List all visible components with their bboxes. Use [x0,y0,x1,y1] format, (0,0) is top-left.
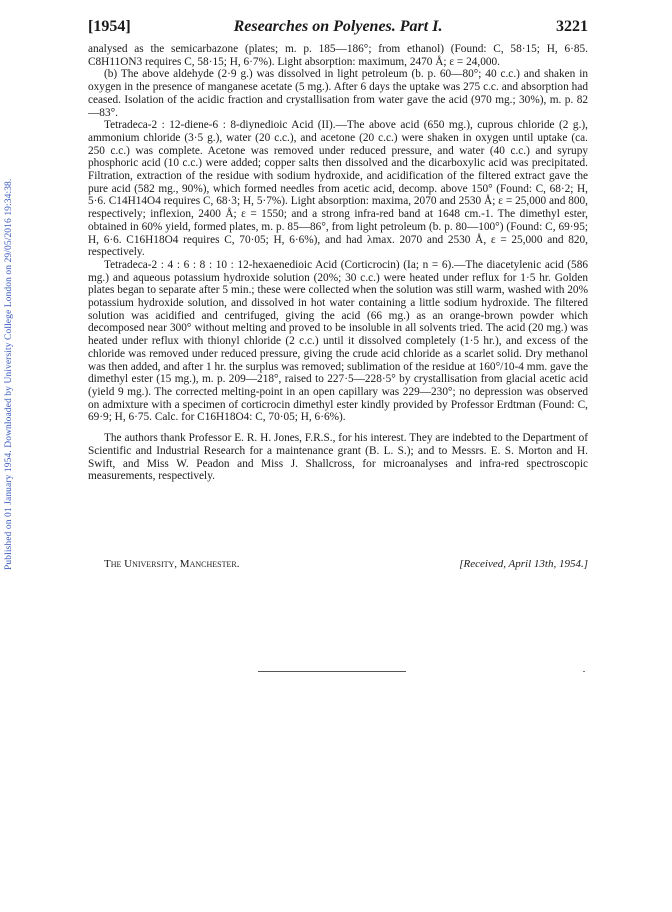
header-title: Researches on Polyenes. Part I. [233,18,443,35]
affiliation: The University, Manchester. [104,558,240,570]
paragraph-semicarbazone: analysed as the semicarbazone (plates; m. p. 185—186°; from ethanol) (Found: C, 58·15; H, 6·85. C8H11ON3 requires C, 58·15; H, 6·7%). Light absorption: maximum, 2470 Å; ε = 24,000. [88,43,588,68]
download-watermark-text: Published on 01 January 1954. Downloaded by University College London on 29/05/2016 19:34:38. [4,178,14,570]
paragraph-diynedioic-acid: Tetradeca-2 : 12-diene-6 : 8-diynedioic Acid (II).—The above acid (650 mg.), cuprous chloride (2 g.), ammonium chloride (3·5 g.), water (20 c.c.), and acetone (20 c.c.) were shaken in oxygen until uptake (ca. 250 c.c.) was complete. Acetone was removed under reduced pressure, and water (40 c.c.) and syrupy phosphoric acid (10 c.c.) were added; copper salts then dissolved and the dicarboxylic acid was precipitated. Filtration, extraction of the residue with sodium hydroxide, and acidification of the filtered extract gave the pure acid (582 mg., 90%), which formed needles from acetic acid, decomp. above 150° (Found: C, 68·2; H, 5·6. C14H14O4 requires C, 68·3; H, 5·7%). Light absorption: maxima, 2070 and 2530 Å; ε = 25,000 and 800, respectively; inflexion, 2400 Å; ε = 1550; and a strong infra-red band at 1648 cm.-1. The dimethyl ester, obtained in 60% yield, formed plates, m. p. 85—86°, from light petroleum (b. p. 80—100°) (Found: C, 69·95; H, 6·6. C16H18O4 requires C, 70·05; H, 6·6%), and had λmax. 2070 and 2530 Å, ε = 25,000 and 820, respectively. [88,119,588,259]
acknowledgements: The authors thank Professor E. R. H. Jones, F.R.S., for his interest. They are indebted to the Department of Scientific and Industrial Research for a maintenance grant (B. L. S.); and to Messrs. E. S. Morton and H. Swift, and Miss W. Peadon and Miss J. Shallcross, for microanalyses and infra-red spectroscopic measurements, respectively. [88,432,588,483]
received-date: [Received, April 13th, 1954.] [459,558,588,570]
header-year: [1954] [88,18,131,35]
page-header [88,18,588,40]
page-mark [583,671,585,672]
page-number: 3221 [556,18,588,35]
paragraph-corticrocin: Tetradeca-2 : 4 : 6 : 8 : 10 : 12-hexaenedioic Acid (Corticrocin) (Ia; n = 6).—The diacetylenic acid (586 mg.) and aqueous potassium hydroxide solution (20%; 30 c.c.) were heated under reflux for 1·5 hr. Golden plates began to separate after 5 min.; these were collected when the solution was still warm, washed with 20% potassium hydroxide solution, and dissolved in hot water containing a little sodium hydroxide. The filtered solution was acidified and centrifuged, giving the acid (66 mg.) as an orange-brown powder which decomposed near 300° without melting and proved to be insoluble in all solvents tried. The acid (20 mg.) was heated under reflux with thionyl chloride (2 c.c.) until it dissolved completely (1·5 hr.), and excess of the chloride was removed under reduced pressure, giving the crude acid chloride as a scarlet solid. Dry methanol was then added, and after 1 hr. the surplus was removed; sublimation of the residue at 160°/10-4 mm. gave the dimethyl ester (15 mg.), m. p. 209—218°, raised to 227·5—228·5° by crystallisation from glacial acetic acid (yield 9 mg.). The corrected melting-point in an open capillary was 229—230°; no depression was observed on admixture with a specimen of corticrocin dimethyl ester kindly provided by Professor Erdtman (Found: C, 69·9; H, 6·75. Calc. for C16H18O4: C, 70·05; H, 6·6%). [88,258,588,424]
article-body [88,43,588,483]
paragraph-oxidation: (b) The above aldehyde (2·9 g.) was dissolved in light petroleum (b. p. 60—80°; 40 c.c.) and shaken in oxygen in the presence of manganese acetate (5 mg.). After 6 days the uptake was 275 c.c. and absorption had ceased. Isolation of the acidic fraction and crystallisation from water gave the acid (970 mg.; 30%), m. p. 82—83°. [88,68,588,119]
end-rule [258,671,406,672]
download-watermark [4,110,18,570]
